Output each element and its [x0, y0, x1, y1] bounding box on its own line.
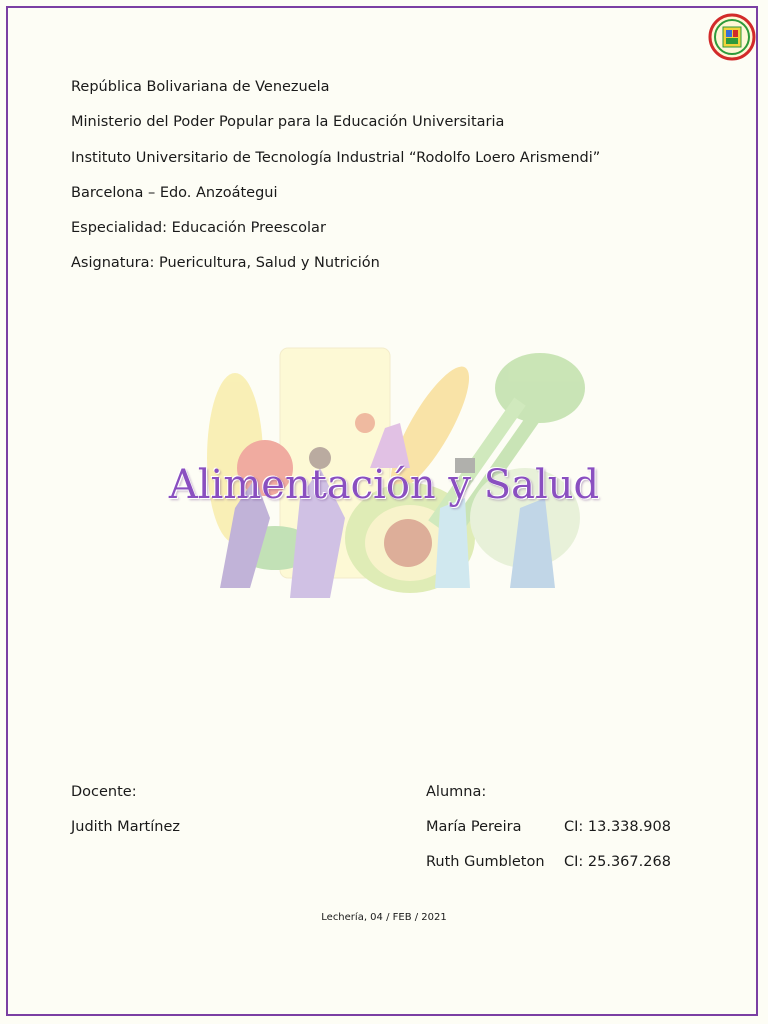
header-ministry: Ministerio del Poder Popular para la Educación Universitaria [71, 114, 505, 130]
teacher-label: Docente: [71, 784, 137, 800]
student-label: Alumna: [426, 784, 487, 800]
header-location: Barcelona – Edo. Anzoátegui [71, 185, 278, 201]
header-republic: República Bolivariana de Venezuela [71, 79, 330, 95]
header-subject: Asignatura: Puericultura, Salud y Nutrición [71, 255, 380, 271]
student-name: Ruth Gumbleton [426, 854, 545, 870]
student-ci: CI: 13.338.908 [564, 819, 671, 835]
student-name: María Pereira [426, 819, 522, 835]
institute-seal-icon [708, 13, 756, 61]
header-specialty: Especialidad: Educación Preescolar [71, 220, 326, 236]
header-institute: Instituto Universitario de Tecnología Industrial “Rodolfo Loero Arismendi” [71, 150, 601, 166]
teacher-name: Judith Martínez [71, 819, 180, 835]
date-place-footer: Lechería, 04 / FEB / 2021 [321, 912, 447, 923]
document-title: Alimentación y Salud [168, 462, 600, 508]
student-ci: CI: 25.367.268 [564, 854, 671, 870]
